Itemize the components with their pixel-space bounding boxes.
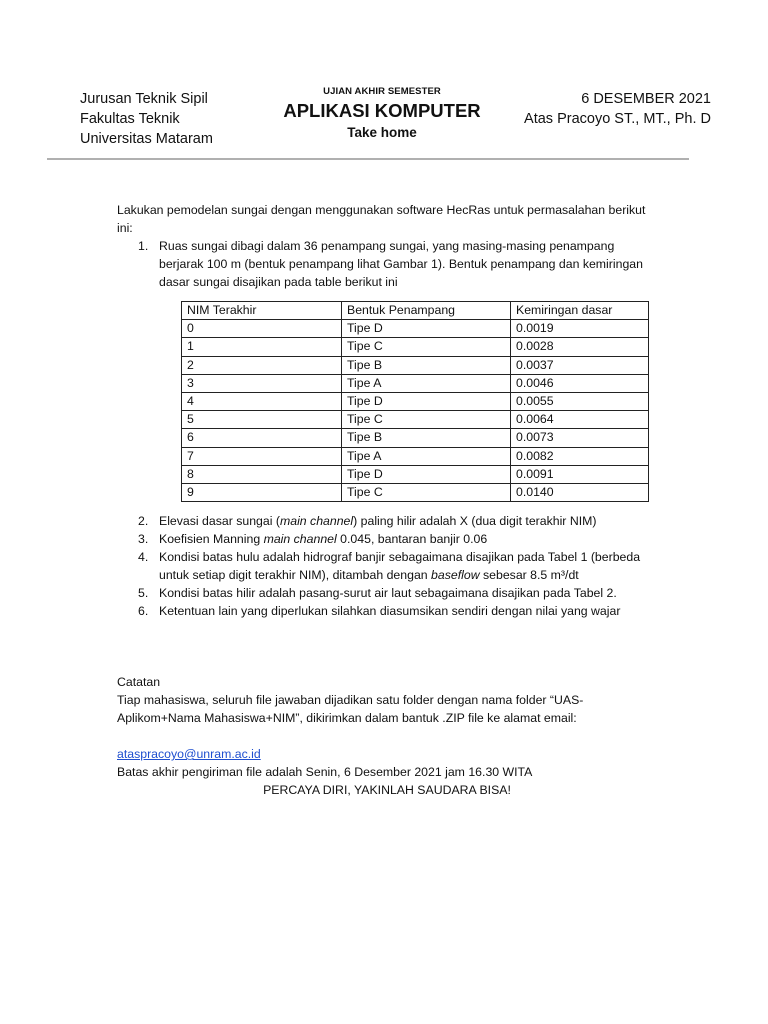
table-cell: 1 bbox=[182, 338, 342, 356]
table-row bbox=[182, 338, 649, 356]
task-text: Koefisien Manning bbox=[159, 532, 264, 547]
task-item-5 bbox=[117, 584, 657, 602]
task-list-continued bbox=[117, 512, 657, 620]
table-cell: Tipe C bbox=[342, 338, 511, 356]
task-text-emphasis: main channel bbox=[279, 514, 354, 529]
task-text: Kondisi batas hulu adalah hidrograf banjir sebagaimana disajikan pada Tabel 1 (berbeda untuk setiap digit terakhir NIM), ditambah dengan bbox=[159, 550, 641, 583]
table-cell: 0.0019 bbox=[511, 320, 649, 338]
task-text-emphasis: baseflow bbox=[431, 568, 480, 583]
course-title: APLIKASI KOMPUTER bbox=[283, 100, 481, 121]
task-text: Ketentuan lain yang diperlukan silahkan diasumsikan sendiri dengan nilai yang wajar bbox=[159, 604, 621, 619]
table-row bbox=[182, 447, 649, 465]
institution-block bbox=[80, 89, 213, 149]
table-cell: Tipe D bbox=[342, 320, 511, 338]
table-cell: 9 bbox=[182, 483, 342, 501]
exam-type: UJIAN AKHIR SEMESTER bbox=[323, 86, 441, 97]
task-text: Kondisi batas hilir adalah pasang-surut air laut sebagaimana disajikan pada Tabel 2. bbox=[159, 586, 617, 601]
table-cell: 0.0140 bbox=[511, 483, 649, 501]
table-cell: NIM Terakhir bbox=[182, 302, 342, 320]
table-cell: 0.0028 bbox=[511, 338, 649, 356]
lecturer-name: Atas Pracoyo ST., MT., Ph. D bbox=[524, 111, 711, 127]
task-item-3 bbox=[117, 530, 657, 548]
table-cell: 7 bbox=[182, 447, 342, 465]
task-text: 0.045, bantaran banjir 0.06 bbox=[336, 532, 488, 547]
notes-body: Tiap mahasiswa, seluruh file jawaban dijadikan satu folder dengan nama folder “UAS-Aplikom+Nama Mahasiswa+NIM”, dikirimkan dalam bantuk .ZIP file ke alamat email: bbox=[117, 693, 584, 726]
table-row bbox=[182, 392, 649, 410]
task-number: 6. bbox=[138, 604, 149, 619]
table-cell: Tipe D bbox=[342, 465, 511, 483]
task-text: Elevasi dasar sungai ( bbox=[159, 514, 280, 529]
notes-section bbox=[117, 673, 657, 799]
table-cell: Tipe C bbox=[342, 411, 511, 429]
exam-title-block bbox=[270, 86, 494, 140]
table-cell: 0.0073 bbox=[511, 429, 649, 447]
table-row bbox=[182, 356, 649, 374]
exam-body bbox=[117, 201, 657, 799]
table-cell: 5 bbox=[182, 411, 342, 429]
task-text: ) paling hilir adalah X (dua digit terakhir NIM) bbox=[353, 514, 597, 529]
task-number: 2. bbox=[138, 514, 149, 529]
table-cell: 0.0064 bbox=[511, 411, 649, 429]
task-list bbox=[117, 237, 657, 291]
cross-section-table bbox=[181, 301, 649, 502]
intro-text: Lakukan pemodelan sungai dengan menggunakan software HecRas untuk permasalahan berikut ini: bbox=[117, 203, 646, 235]
exam-mode: Take home bbox=[347, 125, 417, 140]
exam-date: 6 DESEMBER 2021 bbox=[581, 91, 711, 107]
notes-title: Catatan bbox=[117, 675, 161, 690]
task-number: 1. bbox=[138, 239, 149, 253]
table-row bbox=[182, 374, 649, 392]
table-cell: Bentuk Penampang bbox=[342, 302, 511, 320]
task-number: 5. bbox=[138, 586, 149, 601]
table-body bbox=[182, 302, 649, 502]
table-row bbox=[182, 483, 649, 501]
table-cell: Tipe D bbox=[342, 392, 511, 410]
task-item-6 bbox=[117, 602, 657, 620]
task-item-1 bbox=[117, 237, 657, 291]
table-cell: 0.0055 bbox=[511, 392, 649, 410]
table-row bbox=[182, 320, 649, 338]
table-cell: Tipe B bbox=[342, 356, 511, 374]
email-link[interactable]: ataspracoyo@unram.ac.id bbox=[117, 747, 261, 762]
table-cell: Tipe B bbox=[342, 429, 511, 447]
table-cell: 3 bbox=[182, 374, 342, 392]
university-name: Universitas Mataram bbox=[80, 131, 213, 147]
department-name: Jurusan Teknik Sipil bbox=[80, 91, 208, 107]
table-row bbox=[182, 429, 649, 447]
table-cell: 0 bbox=[182, 320, 342, 338]
task-text: sebesar 8.5 m³/dt bbox=[479, 568, 579, 583]
table-cell: 6 bbox=[182, 429, 342, 447]
table-cell: 0.0082 bbox=[511, 447, 649, 465]
table-cell: Tipe C bbox=[342, 483, 511, 501]
header-divider bbox=[47, 158, 689, 160]
task-item-2 bbox=[117, 512, 657, 530]
table-cell: 8 bbox=[182, 465, 342, 483]
table-row bbox=[182, 411, 649, 429]
table-cell: Tipe A bbox=[342, 447, 511, 465]
closing-message: PERCAYA DIRI, YAKINLAH SAUDARA BISA! bbox=[263, 783, 511, 798]
task-item-4 bbox=[117, 548, 657, 584]
table-cell: 4 bbox=[182, 392, 342, 410]
table-cell: 0.0091 bbox=[511, 465, 649, 483]
table-cell: Kemiringan dasar bbox=[511, 302, 649, 320]
deadline-text: Batas akhir pengiriman file adalah Senin, 6 Desember 2021 jam 16.30 WITA bbox=[117, 765, 533, 780]
table-cell: Tipe A bbox=[342, 374, 511, 392]
date-lecturer-block bbox=[524, 89, 711, 129]
table-row bbox=[182, 465, 649, 483]
task-number: 4. bbox=[138, 550, 149, 565]
table-header-row bbox=[182, 302, 649, 320]
task-text: Ruas sungai dibagi dalam 36 penampang sungai, yang masing-masing penampang berjarak 100 m (bentuk penampang lihat Gambar 1). Bentuk penampang dan kemiringan dasar sungai disajikan pada table berikut ini bbox=[159, 239, 643, 289]
task-number: 3. bbox=[138, 532, 149, 547]
table-cell: 2 bbox=[182, 356, 342, 374]
table-cell: 0.0046 bbox=[511, 374, 649, 392]
task-text-emphasis: main channel bbox=[263, 532, 337, 547]
table-cell: 0.0037 bbox=[511, 356, 649, 374]
faculty-name: Fakultas Teknik bbox=[80, 111, 180, 127]
